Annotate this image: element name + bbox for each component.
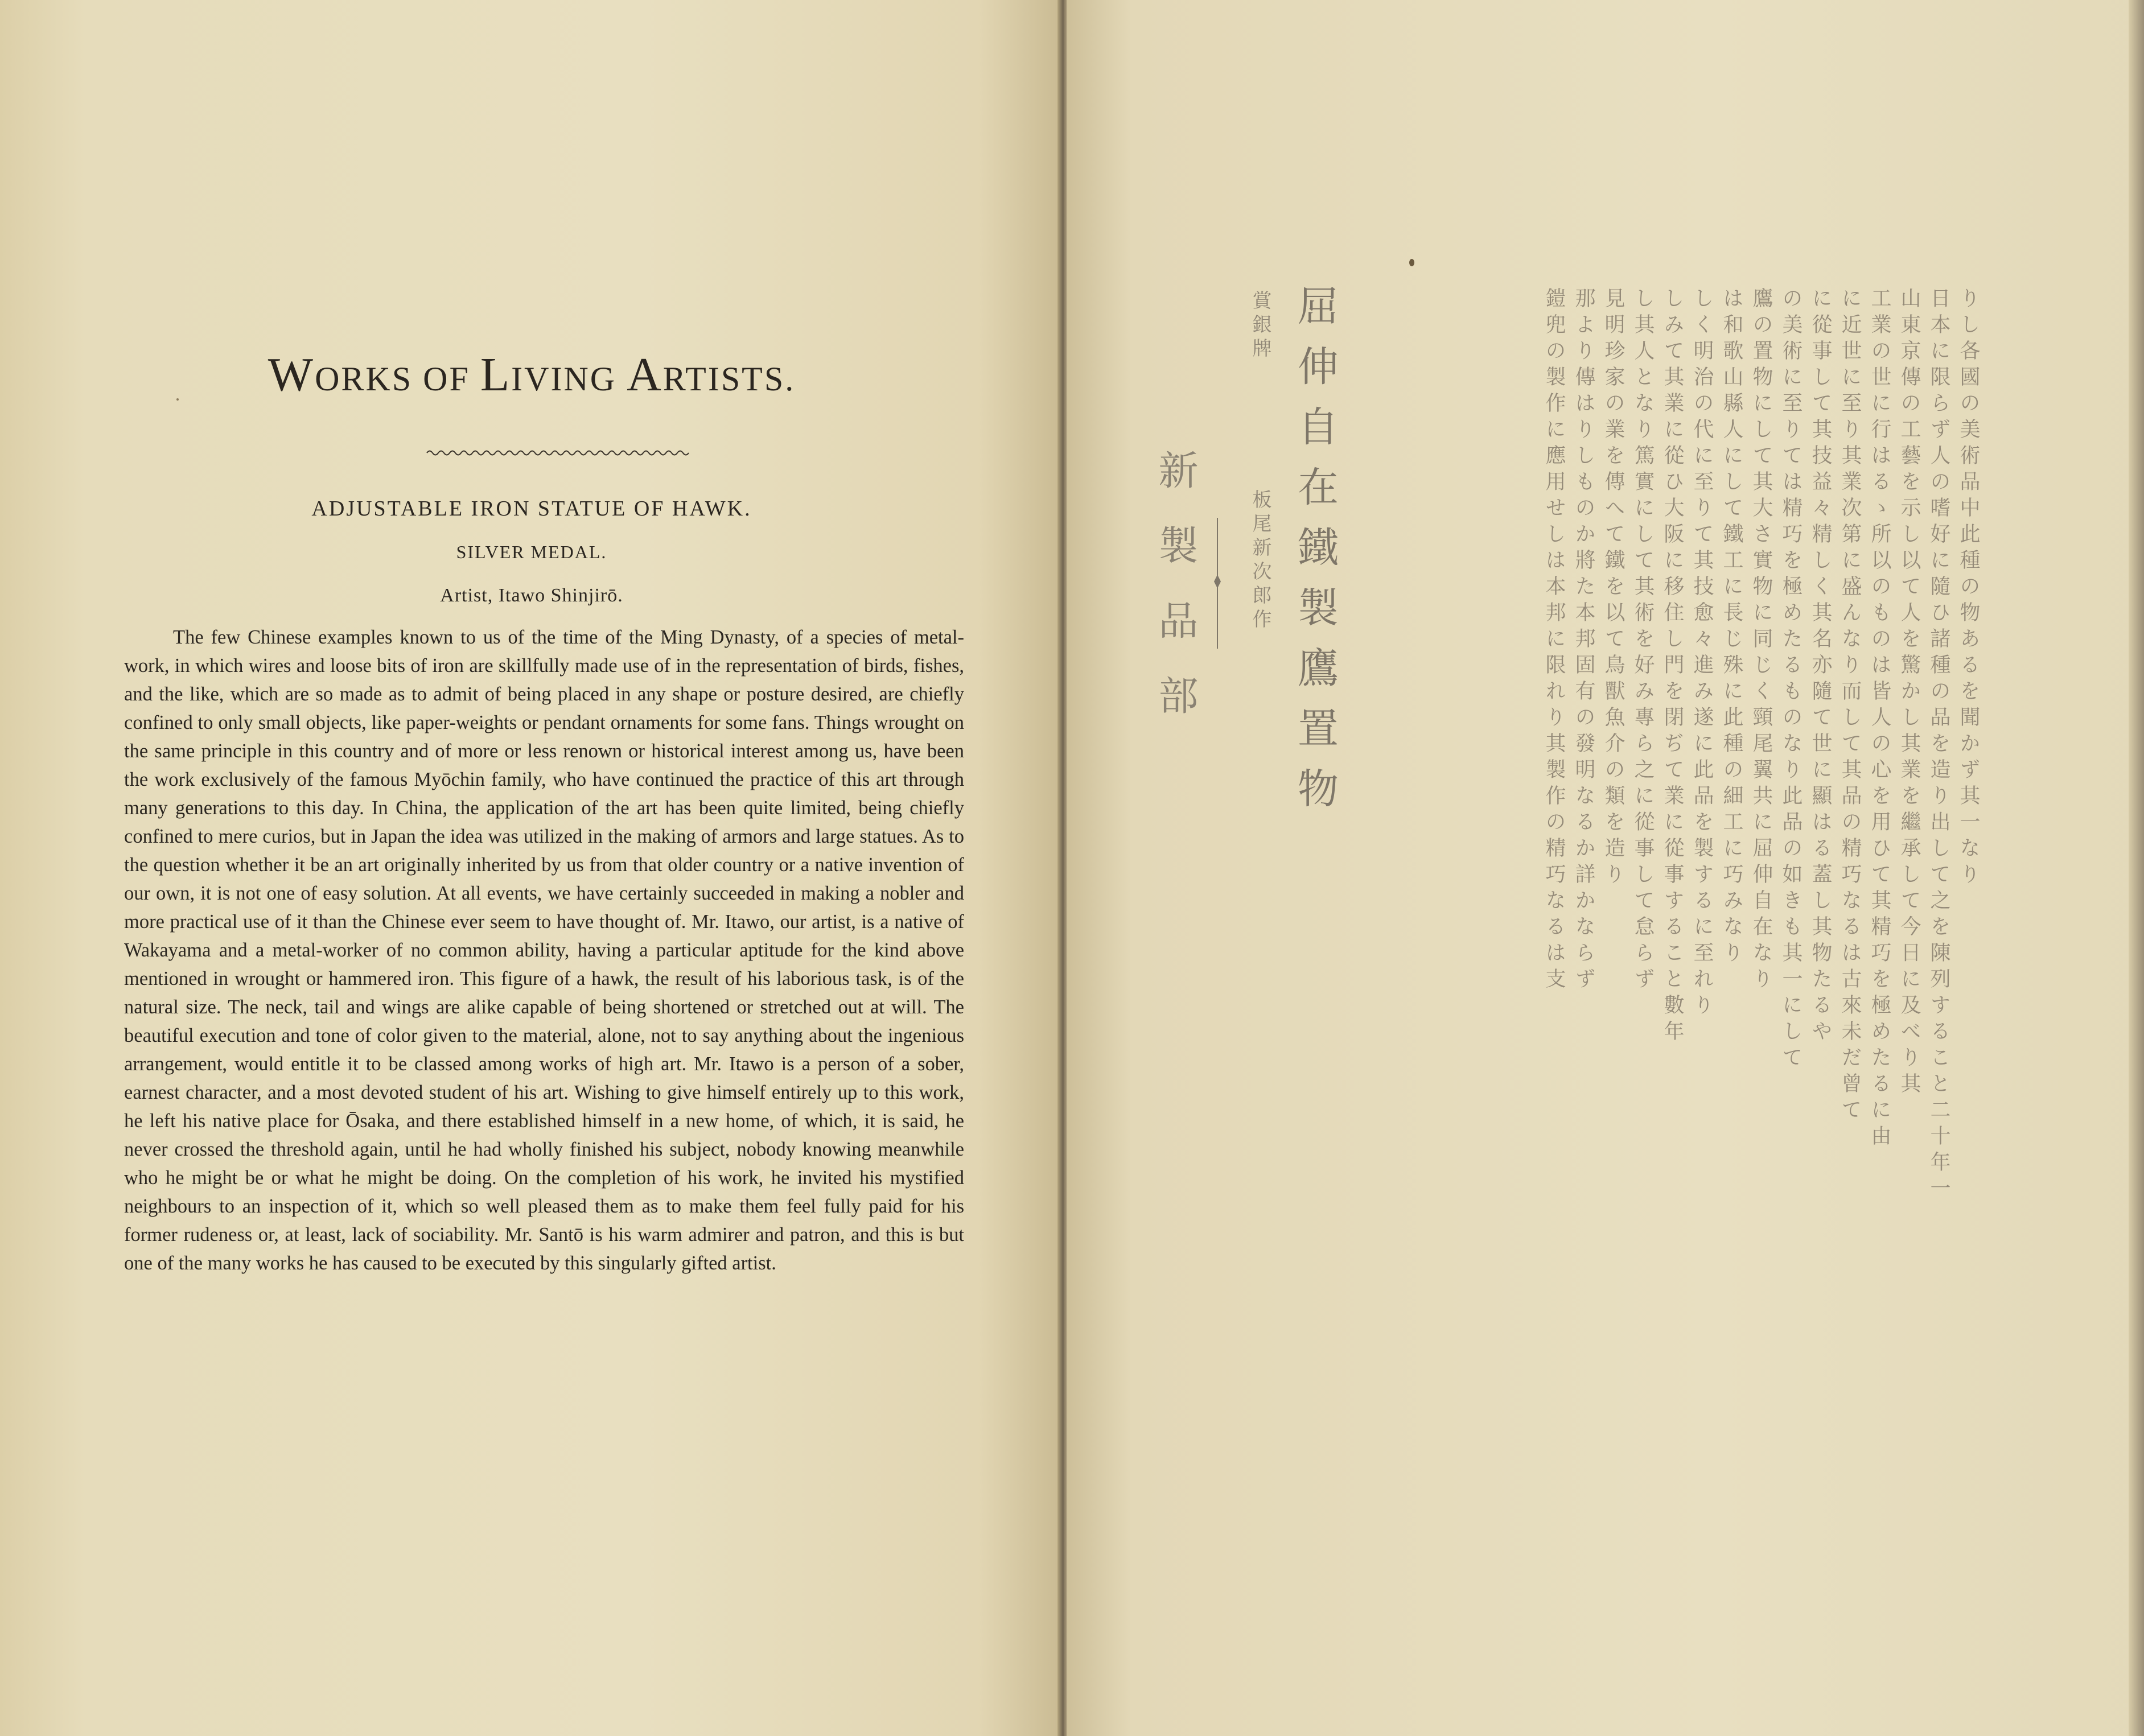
japanese-column: に從事して其技益々精しく其名亦隨て世に顯はる蓋し其物たるや	[1809, 287, 1832, 1046]
japanese-column: 山東京傳の工藝を示し以て人を驚かし其業を繼承して今日に及べり其	[1898, 287, 1921, 1099]
paper-speck	[1409, 259, 1414, 266]
japanese-column: 日本に限らず人の嗜好に隨ひ諸種の品を造り出して之を陳列すること二十年一	[1927, 287, 1950, 1203]
medal-label: SILVER MEDAL.	[456, 542, 607, 562]
japanese-column: に近世に至り其業次第に盛んなり而して其品の精巧なるは古來未だ曾て	[1838, 287, 1862, 1125]
japanese-column: しみて其業に從ひ大阪に移住し門を閉ぢて業に從事すること數年	[1661, 287, 1684, 1046]
japanese-column: 工業の世に行はるゝ所以のものは皆人の心を用ひて其精巧を極めたるに由	[1868, 287, 1891, 1151]
japanese-column: 見明珍家の業を傳へて鐵を以て鳥獸魚介の類を造り	[1602, 287, 1625, 889]
japanese-award: 賞銀牌	[1249, 290, 1271, 362]
japanese-column: の美術に至りては精巧を極めたるものなり此品の如きも其一にして	[1779, 287, 1803, 1073]
japanese-title: 屈伸自在鐵製鷹置物	[1291, 284, 1339, 827]
japanese-artist: 板尾新次郎作	[1249, 489, 1271, 633]
english-page	[0, 0, 1063, 1736]
wavy-rule-divider	[427, 447, 689, 459]
artist-name: Artist, Itawo Shinjirō.	[440, 585, 623, 606]
page-title: WORKS OF LIVING ARTISTS.	[268, 348, 796, 401]
japanese-column: し其人となり篤實にして其術を好み專ら之に從事して怠らず	[1631, 287, 1655, 994]
page-edge	[2129, 0, 2144, 1736]
article-heading: ADJUSTABLE IRON STATUE OF HAWK.	[311, 497, 752, 521]
japanese-column: 鷹の置物にして其大さ實物に同じく頸尾翼共に屈伸自在なり	[1750, 287, 1773, 994]
japanese-column: は和歌山縣人にして鐵工に長じ殊に此種の細工に巧みなり	[1720, 287, 1743, 968]
japanese-column: しく明治の代に至りて其技愈々進み遂に此品を製するに至れり	[1690, 287, 1714, 1020]
japanese-column: 那より傳はりしものか將た本邦固有の發明なるか詳かならず	[1572, 287, 1595, 994]
section-heading: 新製品部	[1152, 450, 1199, 750]
vertical-ornament-divider	[1213, 518, 1221, 649]
japanese-column: りし各國の美術品中此種の物あるを聞かず其一なり	[1957, 287, 1980, 889]
article-body: The few Chinese examples known to us of the time of the Ming Dynasty, of a species of metal-work, in which wires and loose bits of iron are skillfully made use of in the representation of birds, fishes, and the like, which are so made as to admit of being placed in any shape or posture desired, are chiefly confined to only small objects, like paper-weights or pendant ornaments for some fans. Things wrought on the same principle in this country and of more or less renown or historical interest among us, have been the work exclusively of the famous Myōchin family, who have continued the practice of this art through many generations to this day. In China, the application of the art has been quite limited, being chiefly confined to mere curios, but in Japan the idea was utilized in the making of armors and large statues. As to the question whether it be an art originally inherited by us from that older country or a native invention of our own, it is not one of easy solution. At all events, we have certainly succeeded in making a nobler and more practical use of it than the Chinese ever seem to have thought of. Mr. Itawo, our artist, is a native of Wakayama and a metal-worker of no common ability, having a particular aptitude for the kind above mentioned in wrought or hammered iron. This figure of a hawk, the result of his laborious task, is of the natural size. The neck, tail and wings are alike capable of being shortened or stretched out at will. The beautiful execution and tone of color given to the material, alone, not to say anything about the ingenious arrangement, would entitle it to be classed among works of high art. Mr. Itawo is a person of a sober, earnest character, and a most devoted student of his art. Wishing to give himself entirely up to this work, he left his native place for Ōsaka, and there established himself in a new home, of which, it is said, he never crossed the threshold again, until he had wholly finished his subject, nobody knowing meanwhile who he might be or what he might be doing. On the completion of his work, he invited his mystified neighbours to an inspection of it, which so well pleased them as to make them feel fully paid for his former rudeness or, at least, lack of sociability. Mr. Santō is his warm admirer and patron, and this is but one of the many works he has caused to be executed by this singularly gifted artist.	[124, 626, 964, 1274]
japanese-column: 鎧兜の製作に應用せしは本邦に限れり其製作の精巧なるは支	[1542, 287, 1566, 994]
paper-speck	[176, 398, 179, 401]
